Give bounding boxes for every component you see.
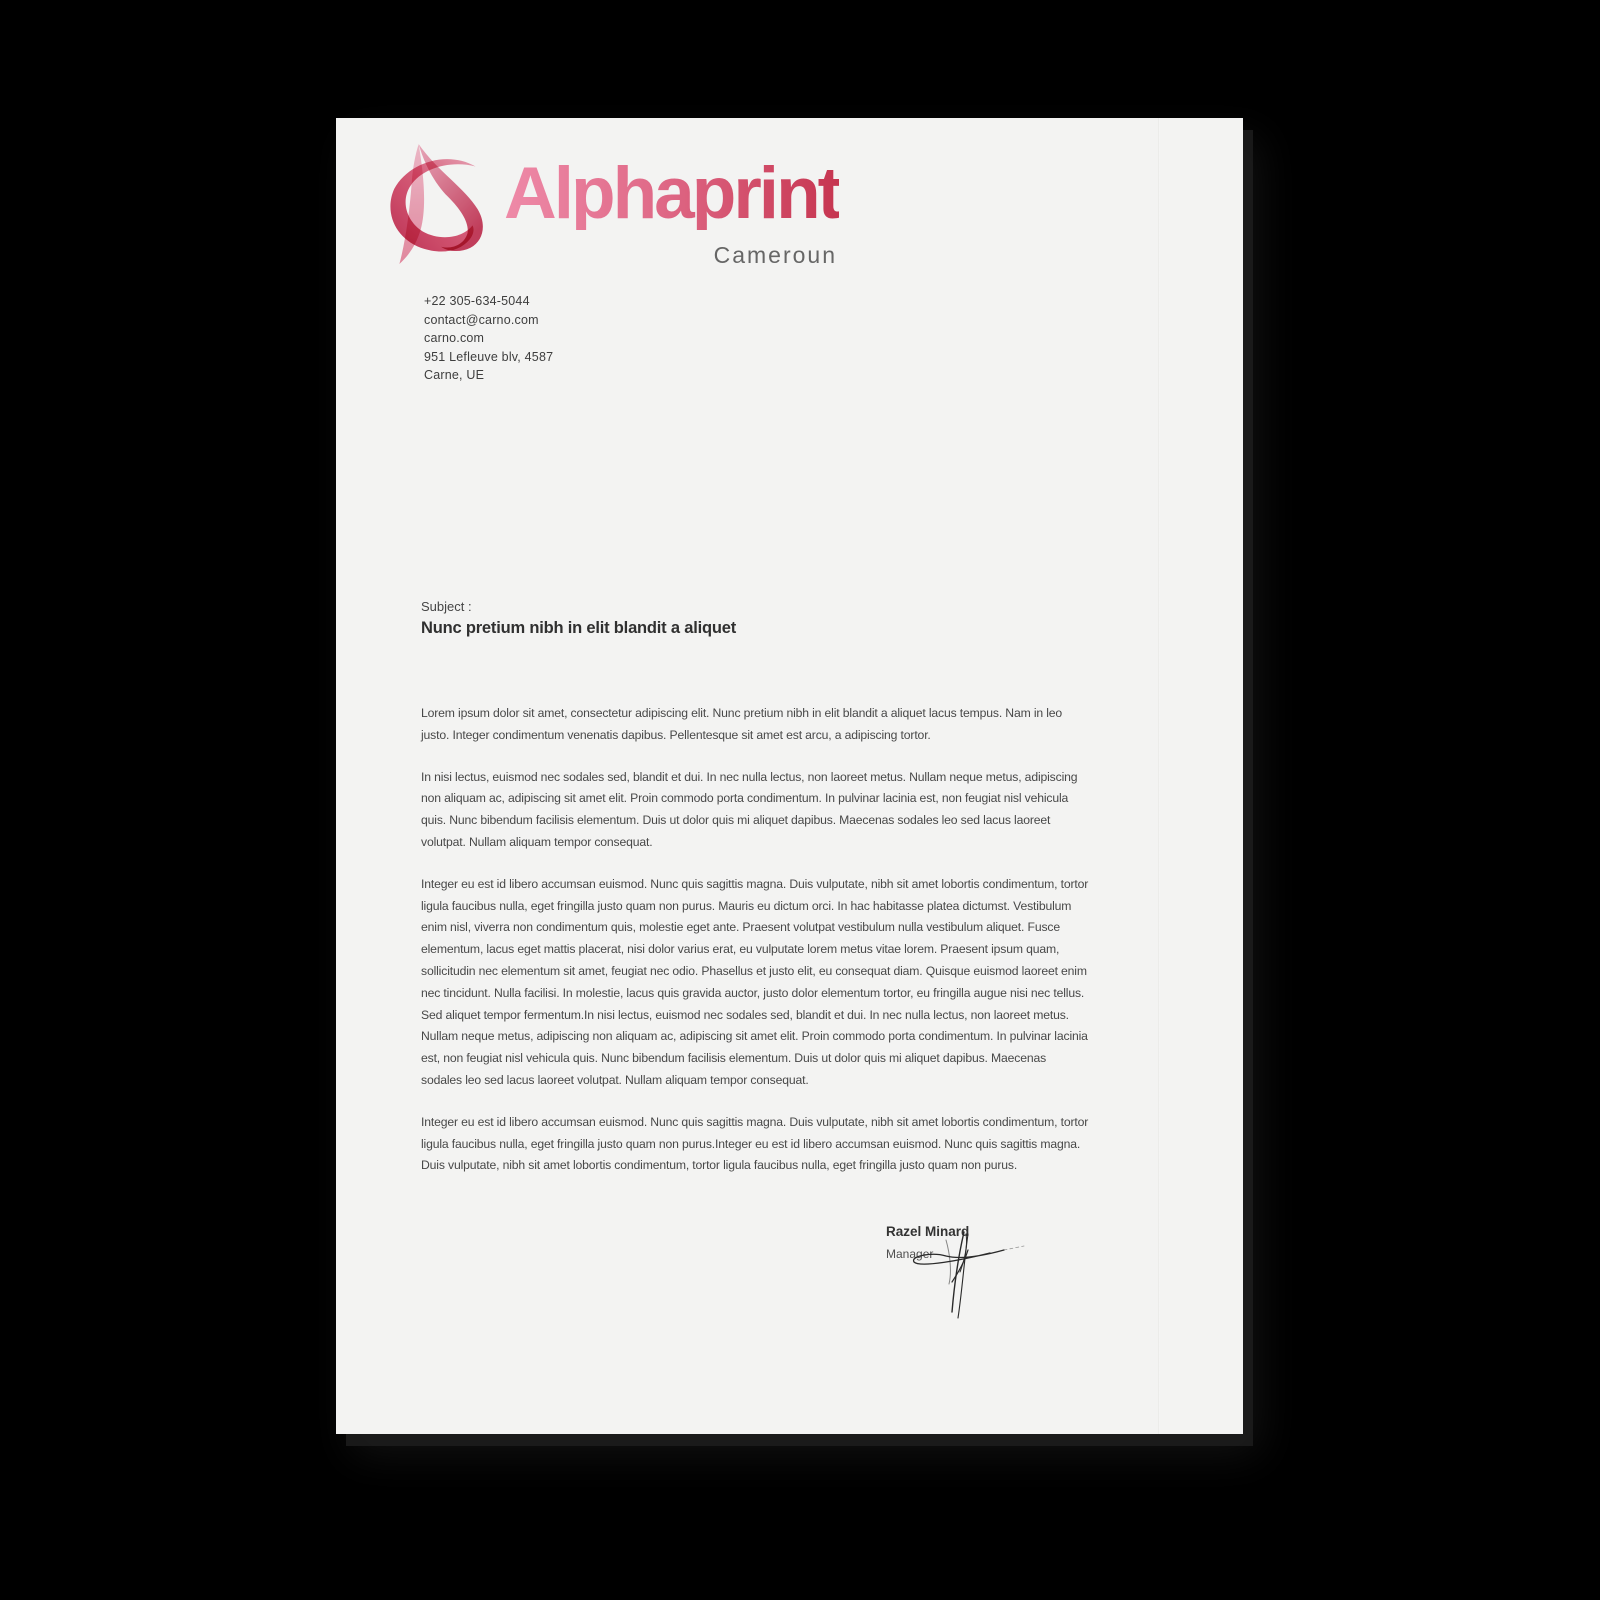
- paragraph-2: In nisi lectus, euismod nec sodales sed, blandit et dui. In nec nulla lectus, non laoreet metus. Nullam neque metus, adipiscing non aliquam ac, adipiscing sit amet elit. Proin commodo porta condimentum. In pulvinar lacinia est, non feugiat nisl vehicula quis. Nunc bibendum facilisis elementum. Duis ut dolor quis mi aliquet dapibus. Maecenas sodales leo sed lacus laoreet volutpat. Nullam aliquam tempor consequat.: [421, 769, 1078, 849]
- letter-body: [421, 703, 1089, 1197]
- subject-title: Nunc pretium nibh in elit blandit a aliquet: [421, 619, 736, 637]
- signature-block: [886, 1224, 969, 1261]
- paragraph-1: Lorem ipsum dolor sit amet, consectetur adipiscing elit. Nunc pretium nibh in elit blandit a aliquet lacus tempus. Nam in leo justo. Integer condimentum venenatis dapibus. Pellentesque sit amet est arcu, a adipiscing tortor.: [421, 706, 1063, 742]
- contact-city: Carne, UE: [424, 368, 485, 383]
- subject-label: Subject :: [421, 599, 472, 614]
- signatory-title: Manager: [886, 1247, 934, 1261]
- alphaprint-logo-icon: [382, 138, 496, 266]
- paragraph-4: Integer eu est id libero accumsan euismod. Nunc quis sagittis magna. Duis vulputate, nibh sit amet lobortis condimentum, tortor ligula faucibus nulla, eget fringilla justo quam non purus.Integer eu est id libero accumsan euismod. Nunc quis sagittis magna. Duis vulputate, nibh sit amet lobortis condimentum, tortor ligula faucibus nulla, eget fringilla justo quam non purus.: [421, 1114, 1089, 1173]
- contact-email: contact@carno.com: [424, 312, 539, 327]
- brand-region: Cameroun: [713, 242, 837, 268]
- contact-phone: +22 305-634-5044: [424, 294, 530, 308]
- contact-website: carno.com: [424, 331, 485, 346]
- contact-block: [424, 295, 553, 388]
- signatory-name: Razel Minard: [886, 1224, 970, 1239]
- contact-address: 951 Lefleuve blv, 4587: [424, 349, 554, 364]
- brand-wordmark: Alphaprint: [504, 153, 839, 234]
- paragraph-3: Integer eu est id libero accumsan euismod. Nunc quis sagittis magna. Duis vulputate, nibh sit amet lobortis condimentum, tortor ligula faucibus nulla, eget fringilla justo quam non purus. Mauris eu dictum orci. In hac habitasse platea dictumst. Vestibulum enim nisl, viverra non condimentum quis, molestie eget ante. Praesent volutpat vestibulum nulla vestibulum aliquet. Fusce elementum, lacus eget mattis placerat, nisi dolor varius erat, eu vulputate lorem metus vitae lorem. Praesent ipsum quam, sollicitudin nec elementum sit amet, feugiat nec odio. Phasellus et justo elit, eu consequat diam. Quisque euismod laoreet enim nec tincidunt. Nulla facilisi. In molestie, lacus quis gravida auctor, justo dolor elementum tortor, eu fringilla augue nisi nec tellus. Sed aliquet tempor fermentum.In nisi lectus, euismod nec sodales sed, blandit et dui. In nec nulla lectus, non laoreet metus. Nullam neque metus, adipiscing non aliquam ac, adipiscing sit amet elit. Proin commodo porta condimentum. In pulvinar lacinia est, non feugiat nisl vehicula quis. Nunc bibendum facilisis elementum. Duis ut dolor quis mi aliquet dapibus. Maecenas sodales leo sed lacus laoreet volutpat. Nullam aliquam tempor consequat.: [421, 876, 1089, 1087]
- letter-page: [336, 118, 1243, 1434]
- paper-crease-line: [1158, 118, 1160, 1434]
- subject-block: [421, 599, 736, 638]
- handwritten-signature-icon: [902, 1226, 1028, 1326]
